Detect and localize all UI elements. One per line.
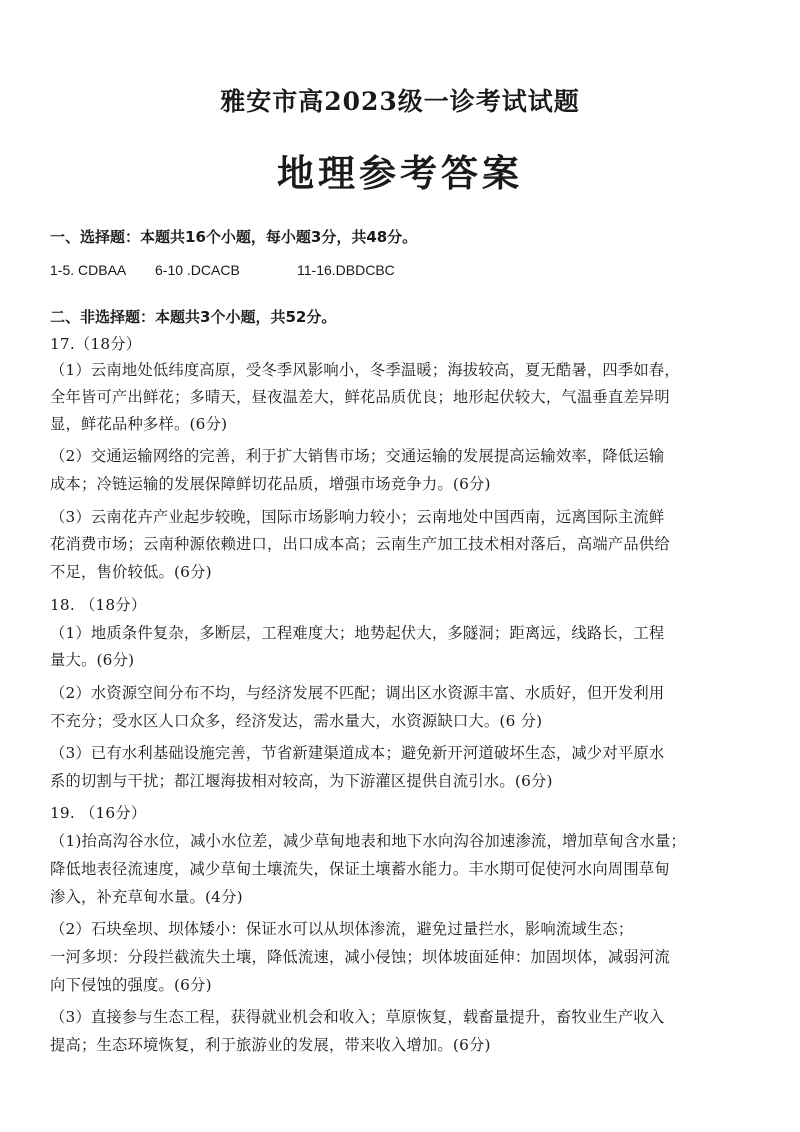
q18-p2-line2: 不充分；受水区人口众多，经济发达，需水量大，水资源缺口大。(6 分)	[50, 712, 543, 730]
q18-p3-line1: （3）已有水利基础设施完善，节省新建渠道成本；避免新开河道破坏生态，减少对平原水	[50, 744, 665, 762]
q17-p2-line2: 成本；冷链运输的发展保障鲜切花品质，增强市场竞争力。(6分)	[50, 475, 491, 493]
q17-p1-line3: 显，鲜花品种多样。(6分)	[50, 415, 228, 433]
section1-heading: 一、选择题：本题共16个小题，每小题3分，共48分。	[50, 228, 418, 246]
q18-p1-line2: 量大。(6分)	[50, 651, 135, 669]
q18-p2-line1: （2）水资源空间分布不均，与经济发展不匹配；调出区水资源丰富、水质好，但开发利用	[50, 684, 665, 702]
mc-answers-1-5: 1-5. CDBAA	[50, 262, 127, 278]
q19-p2-line1: （2）石块垒坝、坝体矮小：保证水可以从坝体渗流，避免过量拦水，影响流域生态；	[50, 920, 634, 938]
q19-p1-line3: 渗入，补充草甸水量。(4分)	[50, 888, 243, 906]
q17-p2-line1: （2）交通运输网络的完善，利于扩大销售市场；交通运输的发展提高运输效率，降低运输	[50, 447, 665, 465]
exam-title: 雅安市高2023级一诊考试试题	[220, 87, 580, 116]
section2-heading: 二、非选择题：本题共3个小题，共52分。	[50, 308, 337, 326]
q18-heading: 18. （18分）	[50, 596, 147, 614]
q18-p3-line2: 系的切割与干扰；都江堰海拔相对较高，为下游灌区提供自流引水。(6分)	[50, 772, 553, 790]
q19-p2-line3: 向下侵蚀的强度。(6分)	[50, 976, 212, 994]
q19-p3-line1: （3）直接参与生态工程，获得就业机会和收入；草原恢复，载畜量提升，畜牧业生产收入	[50, 1008, 665, 1026]
q19-p1-line2: 降低地表径流速度，减少草甸土壤流失，保证土壤蓄水能力。丰水期可促使河水向周围草甸	[50, 860, 670, 878]
q18-p1-line1: （1）地质条件复杂，多断层，工程难度大；地势起伏大，多隧洞；距离远，线路长，工程	[50, 624, 665, 642]
q17-p3-line3: 不足，售价较低。(6分)	[50, 563, 212, 581]
q17-p3-line1: （3）云南花卉产业起步较晚，国际市场影响力较小；云南地处中国西南，远离国际主流鲜	[50, 508, 665, 526]
q19-p3-line2: 提高；生态环境恢复，利于旅游业的发展，带来收入增加。(6分)	[50, 1036, 491, 1054]
q17-p1-line1: （1）云南地处低纬度高原，受冬季风影响小，冬季温暖；海拔较高，夏无酷暑，四季如春，	[50, 361, 680, 379]
q19-p1-line1: （1)抬高沟谷水位，减小水位差，减少草甸地表和地下水向沟谷加速渗流，增加草甸含水量；	[50, 832, 686, 850]
mc-answers-11-16: 11-16.DBDCBC	[297, 262, 395, 278]
q19-heading: 19. （16分）	[50, 804, 147, 822]
answer-key-title: 地理参考答案	[277, 151, 523, 195]
q17-p1-line2: 全年皆可产出鲜花；多晴天，昼夜温差大，鲜花品质优良；地形起伏较大，气温垂直差异明	[50, 388, 670, 406]
q19-p2-line2: 一河多坝：分段拦截流失土壤，降低流速，减小侵蚀；坝体坡面延伸：加固坝体，减弱河流	[50, 948, 670, 966]
q17-heading: 17.（18分）	[50, 335, 142, 353]
q17-p3-line2: 花消费市场；云南种源依赖进口，出口成本高；云南生产加工技术相对落后，高端产品供给	[50, 535, 670, 553]
mc-answers-6-10: 6-10 .DCACB	[155, 262, 240, 278]
